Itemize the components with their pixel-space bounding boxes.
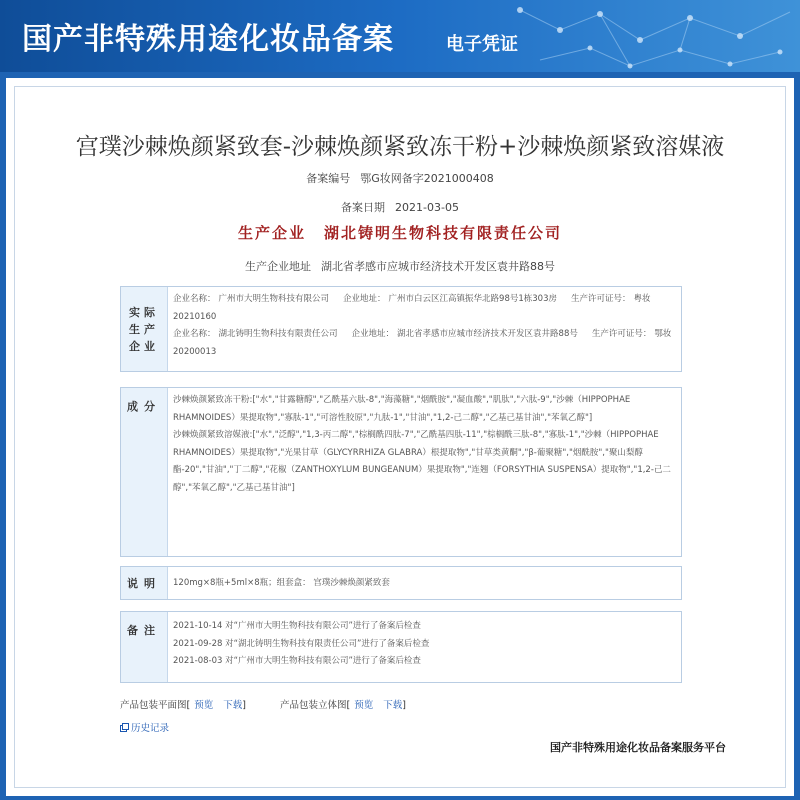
record-date-label: 备案日期 [341, 201, 386, 214]
producer-label: 生产企业 [237, 224, 306, 242]
ingredient-list-1: 沙棘焕颜紧致冻干粉:["水","甘露糖醇","乙酰基六肽-8","海藻糖","烟酰胺","凝血酸","肌肽","六肽-9","沙棘（HIPPOPHAE RHAMNOIDES）果提取物","寡肽-1","可溶性胶原","九肽-1","甘油","1,2-己二醇","乙基己基甘油","苯氧乙醇"] [173, 395, 631, 423]
producer-license: 鄂妆20200013 [173, 329, 672, 357]
remark-item: 2021-08-03 对“广州市大明生物科技有限公司”进行了备案后检查 [173, 656, 421, 666]
remark-item: 2021-10-14 对“广州市大明生物科技有限公司”进行了备案后检查 [173, 621, 421, 631]
record-number: 鄂G妆网备字2021000408 [360, 172, 494, 185]
actual-producer-section [120, 286, 682, 372]
ingredients-head: 成分 [121, 388, 168, 556]
stereo-preview-link[interactable]: 预览 [354, 700, 374, 711]
notes-section [120, 566, 682, 600]
actual-producer-head [121, 287, 168, 371]
product-name: 宫璞沙棘焕颜紧致套-沙棘焕颜紧致冻干粉+沙棘焕颜紧致溶媒液 [75, 134, 725, 160]
flat-download-link[interactable]: 下载 [223, 700, 243, 711]
history-icon [120, 723, 129, 732]
flat-package-label: 产品包装平面图 [120, 700, 187, 711]
ingredients-section [120, 387, 682, 557]
ingredients-body [173, 388, 673, 556]
footer-platform: 国产非特殊用途化妆品备案服务平台 [550, 741, 726, 754]
header-title: 国产非特殊用途化妆品备案 [22, 22, 394, 57]
producer-line [6, 222, 794, 243]
actual-producer-body [173, 287, 673, 371]
package-links: 产品包装平面图[ 预览 下载] 产品包装立体图[ 预览 下载] [120, 700, 406, 711]
remarks-section [120, 611, 682, 683]
history-link[interactable] [120, 720, 169, 734]
producer-company-address: 广州市白云区江高镇振华北路98号1栋303房 [388, 294, 557, 304]
ingredient-list-2: 沙棘焕颜紧致溶媒液:["水","泛醇","1,3-丙二醇","棕榈酰四肽-7","乙酰基四肽-11","棕榈酰三肽-8","寡肽-1","沙棘（HIPPOPHAE RHAMNOIDES）果提取物","光果甘草（GLYCYRRHIZA GLABRA）根提取物","甘草类黄酮","β-葡聚糖","烟酰胺","聚山梨醇酯-20","甘油","丁二醇","花椒（ZANTHOXYLUM BUNGEANUM）果提取物","连翘（FORSYTHIA SUSPENSA）提取物","1,2-己二醇","苯氧乙醇","乙基己基甘油"] [173, 430, 671, 493]
record-number-label: 备案编号 [306, 172, 351, 185]
remark-item: 2021-09-28 对“湖北铸明生物科技有限责任公司”进行了备案后检查 [173, 638, 430, 649]
history-label: 历史记录 [131, 723, 170, 734]
certificate-paper [6, 78, 794, 796]
record-date: 2021-03-05 [395, 201, 459, 214]
notes-head: 说明 [121, 567, 168, 599]
producer-address-line [6, 258, 794, 274]
record-number-line [6, 170, 794, 186]
actual-producer-row: 企业名称： 湖北铸明生物科技有限责任公司 企业地址： 湖北省孝感市应城市经济技术开发区袁井路88号 生产许可证号： 鄂妆20200013 [173, 329, 672, 357]
actual-producer-head-text: 实际生产企业 [129, 305, 159, 353]
producer-name: 湖北铸明生物科技有限责任公司 [324, 224, 563, 242]
producer-address: 湖北省孝感市应城市经济技术开发区袁井路88号 [321, 260, 555, 273]
record-date-line [6, 199, 794, 215]
header-subtitle: 电子凭证 [446, 34, 518, 55]
producer-license: 粤妆20210160 [173, 294, 651, 322]
notes-text: 120mg×8瓶+5ml×8瓶；组套盒： 宫璞沙棘焕颜紧致套 [173, 578, 390, 588]
producer-company-name: 湖北铸明生物科技有限责任公司 [218, 329, 338, 339]
remarks-body [173, 612, 673, 682]
actual-producer-row: 企业名称： 广州市大明生物科技有限公司 企业地址： 广州市白云区江高镇振华北路98号1栋303房 生产许可证号： 粤妆20210160 [173, 294, 651, 322]
producer-company-address: 湖北省孝感市应城市经济技术开发区袁井路88号 [397, 329, 578, 339]
producer-company-name: 广州市大明生物科技有限公司 [218, 294, 330, 304]
header-banner [0, 0, 800, 72]
stereo-download-link[interactable]: 下载 [383, 700, 403, 711]
producer-address-label: 生产企业地址 [245, 260, 311, 273]
stereo-package-label: 产品包装立体图 [279, 700, 347, 711]
flat-preview-link[interactable]: 预览 [194, 700, 214, 711]
remarks-head: 备注 [121, 612, 168, 682]
